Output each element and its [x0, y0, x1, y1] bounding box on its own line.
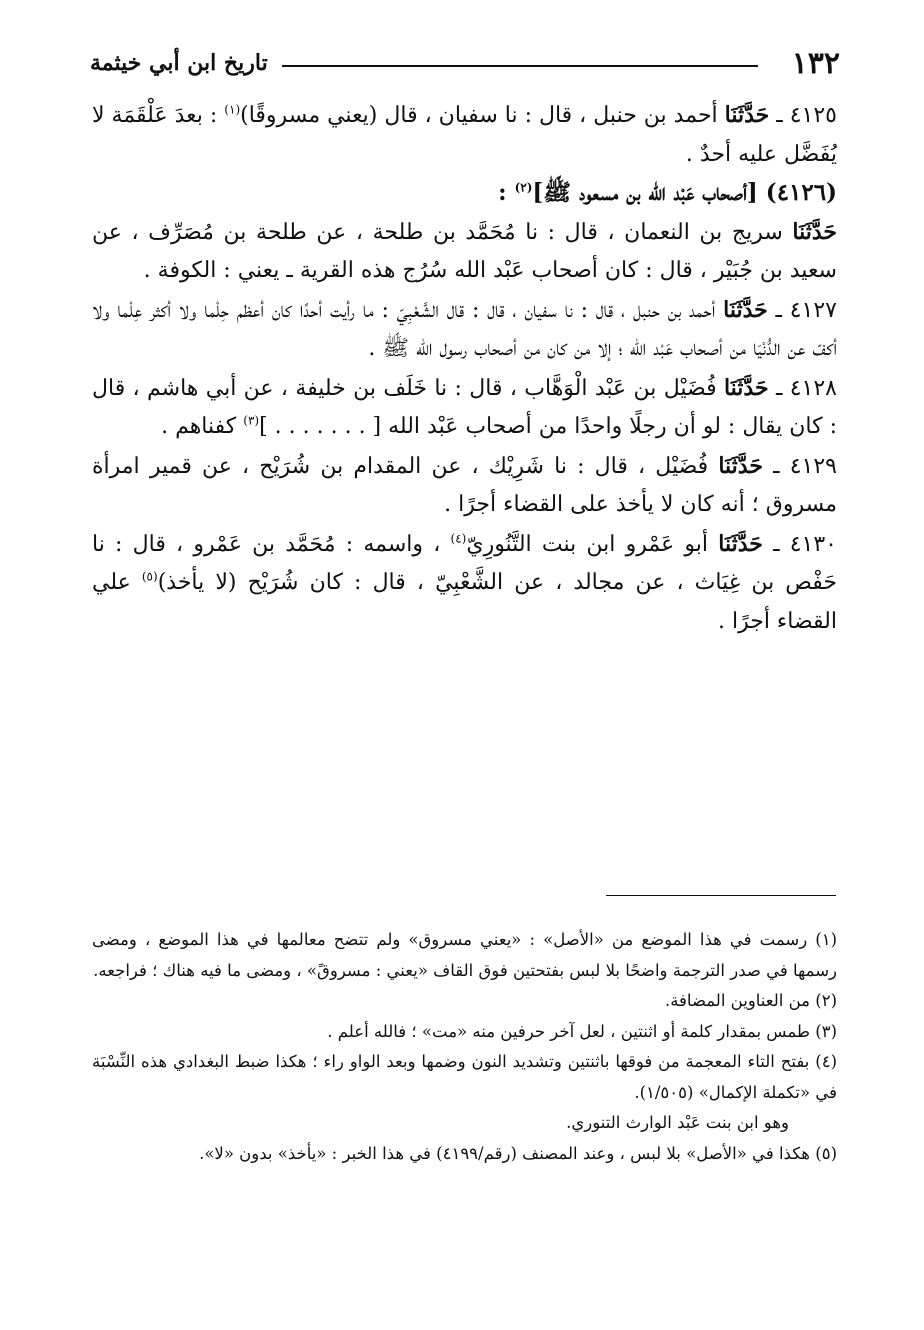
hadith-text: ، واسمه : مُحَمَّد بن عَمْرو ، قال : نا حَفْص بن غِيَاث ، عن مجالد ، عن الشَّعْبِيّ ، قال : كان شُرَيْح (لا يأخذ) — [92, 531, 837, 595]
footnotes — [92, 925, 837, 1169]
main-text — [92, 96, 837, 641]
hadith-4127 — [92, 291, 837, 369]
hadith-4125 — [92, 96, 837, 174]
hadith-text: أحمد بن حنبل ، قال : نا سفيان ، قال : قال الشَّعْبِيّ : ما رأيت أحدًا كان أعظم حِلْما ولا أكثر عِلْما ولا أكفّ عن الدُّنْيَا من أصحاب عَبْد الله ؛ إلا من كان من أصحاب رسول الله ﷺ . — [92, 297, 837, 361]
hadith-number: ٤١٢٥ ـ — [776, 103, 837, 128]
haddathana: حَدَّثَنَا — [718, 530, 763, 557]
hadith-4130 — [92, 525, 837, 642]
header-rule — [282, 65, 758, 67]
hadith-text: فُضَيْل ، قال : نا شَرِيْك ، عن المقدام بن شُرَيْح ، عن قمير امرأة مسروق ؛ أنه كان لا يأخذ على القضاء أجرًا . — [92, 453, 837, 517]
section-tail: : — [498, 179, 515, 206]
haddathana: حَدَّثَنَا — [718, 452, 763, 479]
hadith-number: ٤١٢٩ ـ — [773, 453, 837, 479]
hadith-text: : بعدَ عَلْقَمَة لا يُفَضَّل عليه أحدٌ . — [92, 103, 837, 167]
hadith-number: ٤١٢٨ ـ — [775, 375, 837, 401]
footnote-1: (١) رسمت في هذا الموضع من «الأصل» : «يعني مسروق» ولم تتضح معالمها في هذا الموضع ، ومضى رسمها في صدر الترجمة واضحًا بلا لبس بفتحتين فوق القاف «يعني : مسروقً» ، ومضى ما فيه هناك ؛ فراجعه. — [92, 930, 837, 980]
footnote-4: (٤) بفتح التاء المعجمة من فوقها باثنتين وتشديد النون وضمها وبعد الواو راء ؛ هكذا ضبط البغدادي هذه النِّسْبَة في «تكملة الإكمال» (١/٥٠٥). — [92, 1052, 837, 1102]
section-title: (٤١٢٦) [أصحاب عَبْد الله بن مسعود ﷺ] — [532, 179, 837, 206]
footnote-5: (٥) هكذا في «الأصل» بلا لبس ، وعند المصنف (رقم/٤١٩٩) في هذا الخبر : «يأخذ» بدون «لا». — [199, 1143, 837, 1163]
hadith-text: علي القضاء أجرًا . — [92, 570, 837, 634]
hadith-4129 — [92, 447, 837, 525]
footnote-2: (٢) من العناوين المضافة. — [664, 991, 837, 1010]
page-number: ١٣٢ — [791, 45, 840, 81]
hadith-text: فُضَيْل بن عَبْد الْوَهَّاب ، قال : نا خَلَف بن خليفة ، عن أبي هاشم ، قال : كان يقال : لو أن رجلًا واحدًا من أصحاب عَبْد الله [ . . . . . . . ] — [92, 375, 837, 439]
hadith-number: ٤١٣٠ ـ — [773, 531, 837, 557]
footnote-separator — [606, 895, 836, 896]
footnote-4-continued: وهو ابن بنت عَبْد الوارث التنوري. — [566, 1113, 789, 1132]
footnote-ref: (٣) — [243, 413, 260, 428]
footnote-ref: (٤) — [450, 531, 467, 546]
haddathana: حَدَّثَنَا — [792, 218, 837, 245]
footnote-ref: (٢) — [514, 180, 533, 195]
haddathana: حَدَّثَنَا — [723, 374, 769, 401]
hadith-4128 — [92, 369, 837, 447]
hadith-text: أحمد بن حنبل ، قال : نا سفيان ، قال (يعني مسروقًا) — [240, 103, 725, 128]
haddathana: حَدَّثَنَا — [724, 102, 770, 128]
hadith-text: سريج بن النعمان ، قال : نا مُحَمَّد بن طلحة ، عن طلحة بن مُصَرِّف ، عن سعيد بن جُبَيْر ، قال : كان أصحاب عَبْد الله سُرُج هذه القرية ـ يعني : الكوفة . — [92, 219, 837, 283]
section-heading — [92, 174, 837, 213]
hadith-text: أبو عَمْرو ابن بنت التَّنُورِيّ — [466, 531, 719, 557]
hadith-text: كفناهم . — [161, 414, 244, 439]
hadith-4126 — [92, 213, 837, 291]
haddathana: حَدَّثَنَا — [723, 296, 768, 323]
footnote-ref: (٥) — [141, 569, 158, 584]
footnote-3: (٣) طمس بمقدار كلمة أو اثنتين ، لعل آخر حرفين منه «مت» ؛ فالله أعلم . — [327, 1021, 837, 1041]
running-title: تاريخ ابن أبي خيثمة — [90, 50, 268, 76]
footnote-ref: (١) — [224, 102, 241, 117]
hadith-number: ٤١٢٧ ـ — [775, 297, 837, 323]
page-header — [90, 40, 840, 86]
